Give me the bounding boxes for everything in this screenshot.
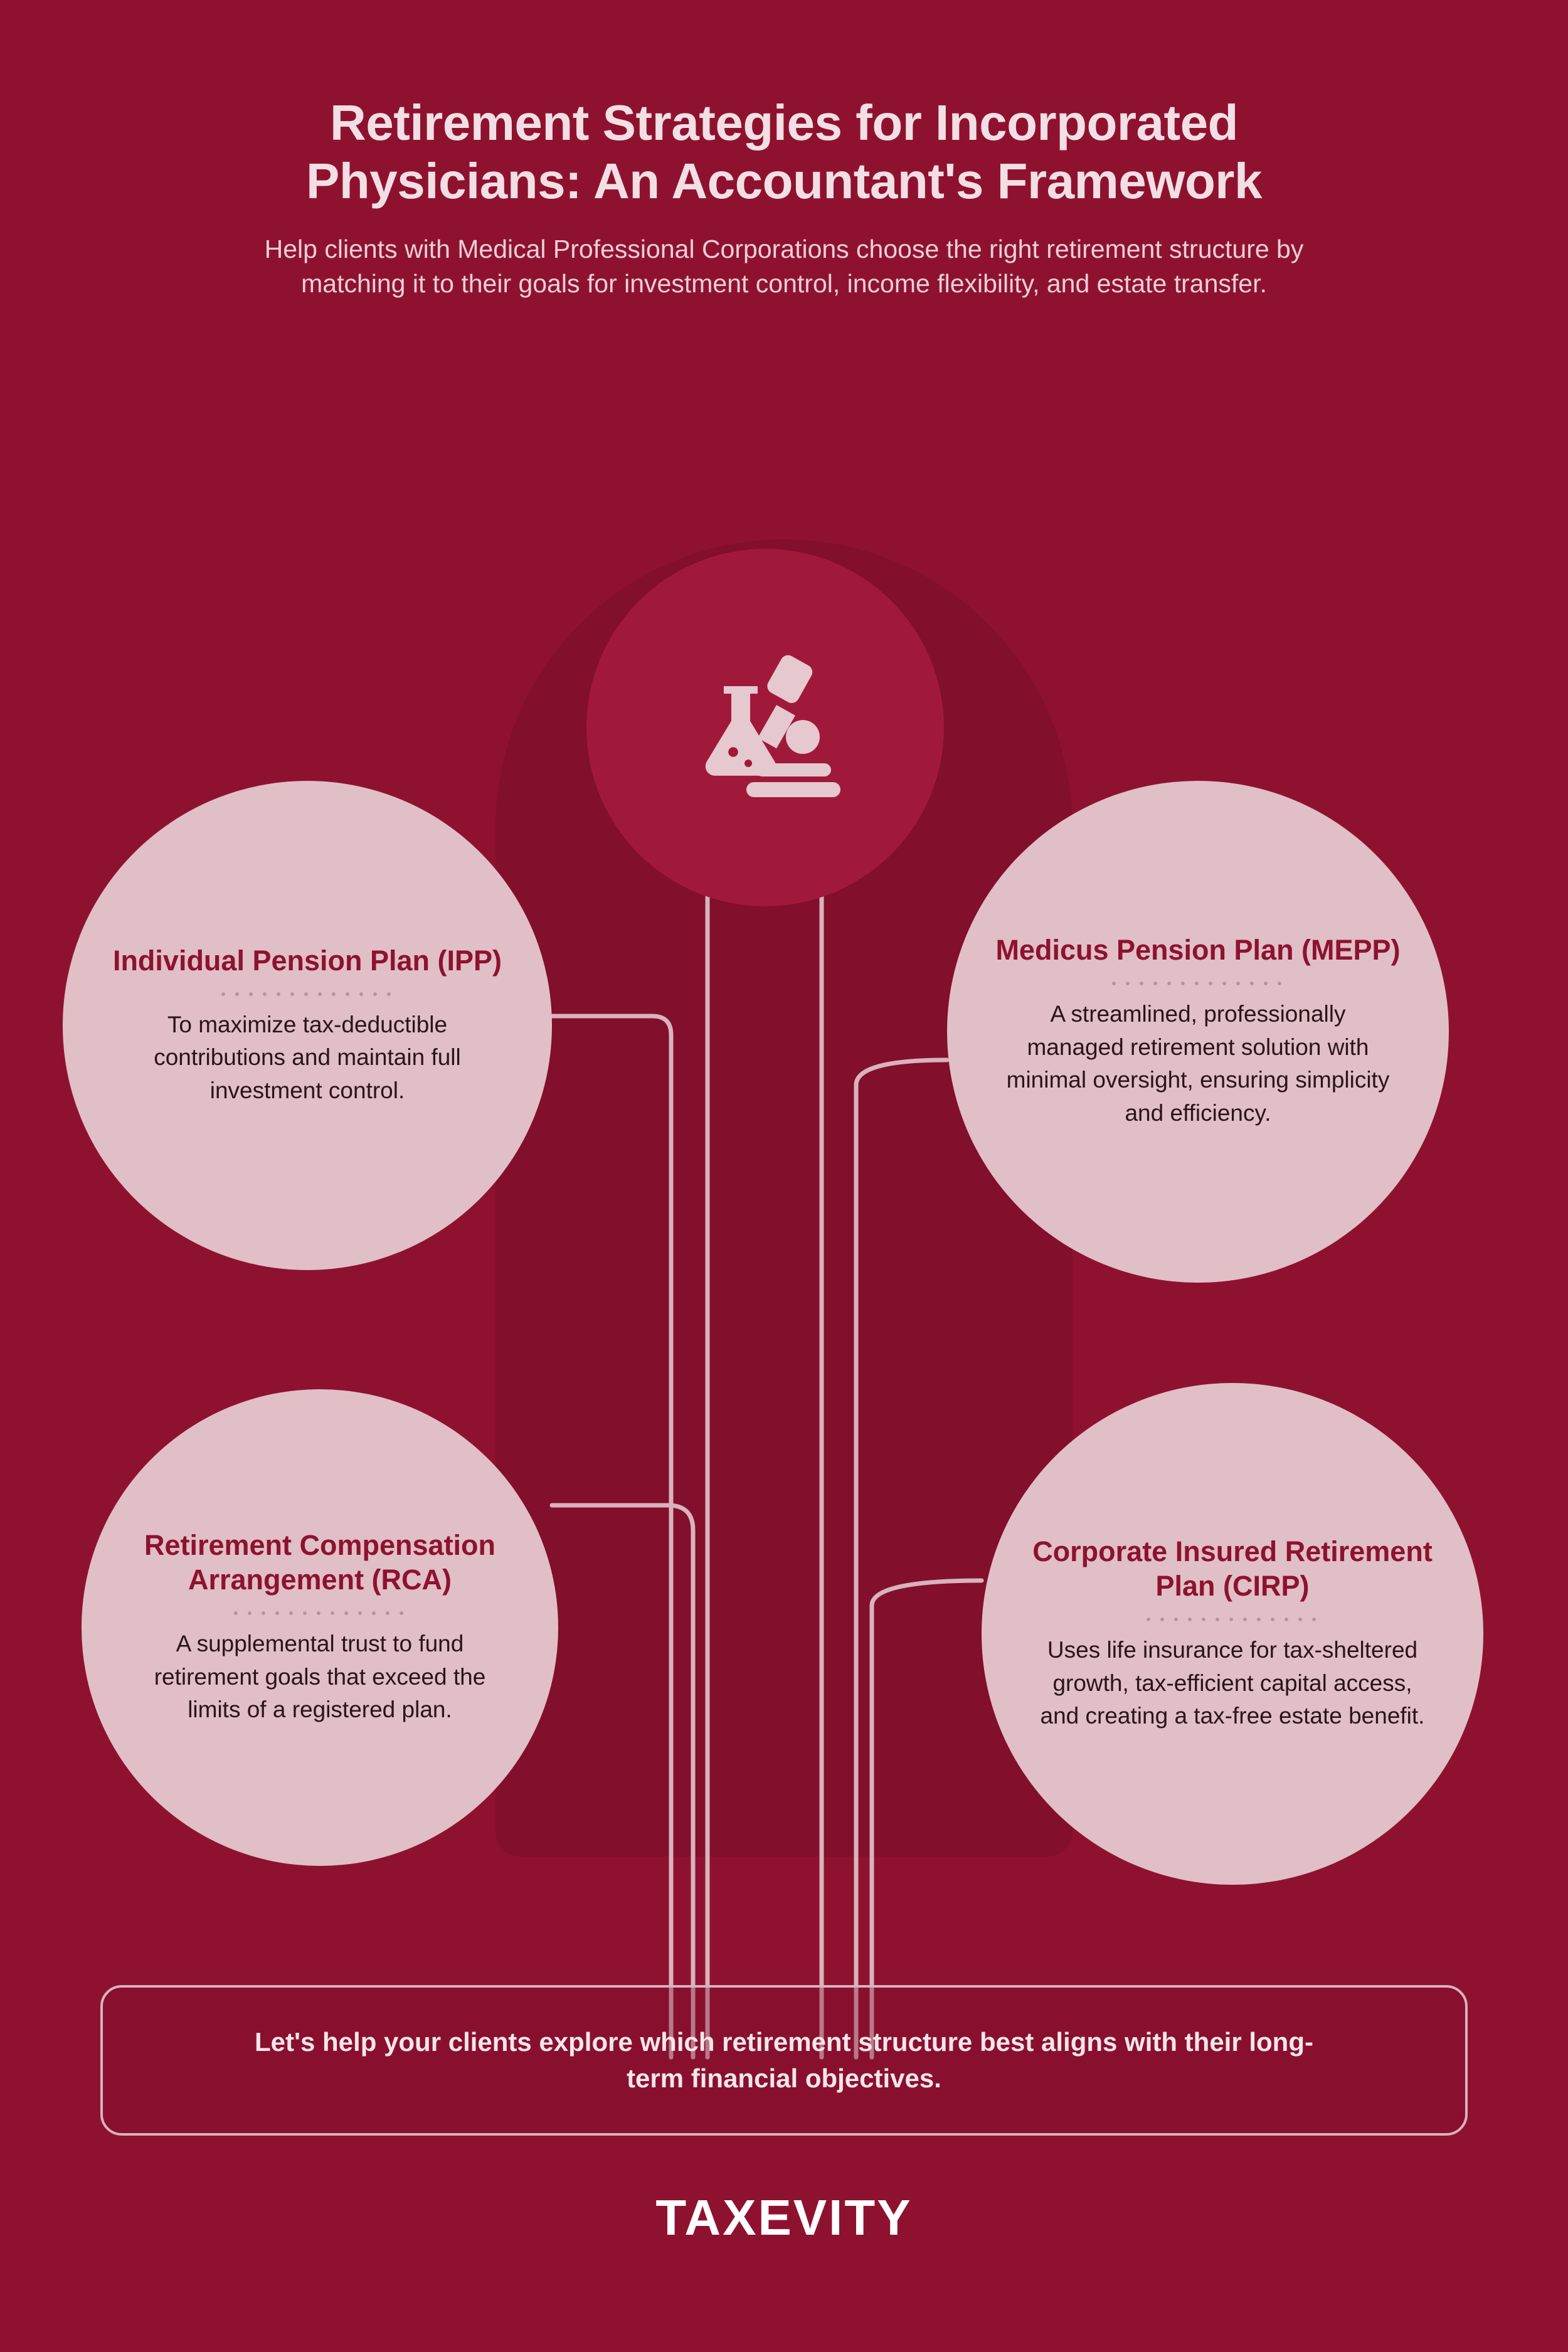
dot-divider	[1107, 982, 1289, 985]
dot-divider	[1142, 1618, 1323, 1621]
bubble-mepp-body: A streamlined, professionally managed retirement solution with minimal oversight, ensuring simplicity and efficiency.	[1006, 1001, 1390, 1126]
page-subtitle: Help clients with Medical Professional Corporations choose the right retirement structure by matching it to their goals for investment control, income flexibility, and estate transfer.	[264, 234, 1304, 298]
bubble-ipp-title: Individual Pension Plan (IPP)	[112, 944, 502, 977]
bubble-ipp[interactable]	[63, 781, 552, 1270]
callout-box	[100, 1985, 1468, 2136]
microscope-flask-icon	[671, 633, 859, 822]
center-icon-circle	[586, 549, 944, 906]
bubble-cirp-body: Uses life insurance for tax-sheltered growth, tax-efficient capital access, and creating a tax-free estate benefit.	[1040, 1637, 1425, 1729]
bubble-rca-body: A supplemental trust to fund retirement goals that exceed the limits of a registered plan.	[154, 1631, 486, 1723]
bubble-ipp-body: To maximize tax-deductible contributions and maintain full investment control.	[154, 1011, 461, 1103]
bubble-mepp[interactable]	[947, 781, 1449, 1283]
bubble-cirp-title: Corporate Insured Retirement Plan (CIRP)	[1032, 1535, 1433, 1602]
bubble-rca-title: Retirement Compensation Arrangement (RCA)	[144, 1529, 496, 1596]
dot-divider	[229, 1611, 411, 1615]
bubble-mepp-title: Medicus Pension Plan (MEPP)	[995, 934, 1401, 967]
dot-divider	[216, 992, 398, 996]
brand-wordmark: TAXEVITY	[655, 2190, 913, 2245]
bubble-cirp[interactable]	[982, 1383, 1483, 1885]
callout-text: Let's help your clients explore which retirement structure best aligns with their long-term financial objectives.	[255, 2027, 1313, 2093]
bubble-rca[interactable]	[82, 1389, 558, 1866]
header	[0, 94, 1568, 301]
page-title: Retirement Strategies for Incorporated Physicians: An Accountant's Framework	[306, 95, 1262, 209]
